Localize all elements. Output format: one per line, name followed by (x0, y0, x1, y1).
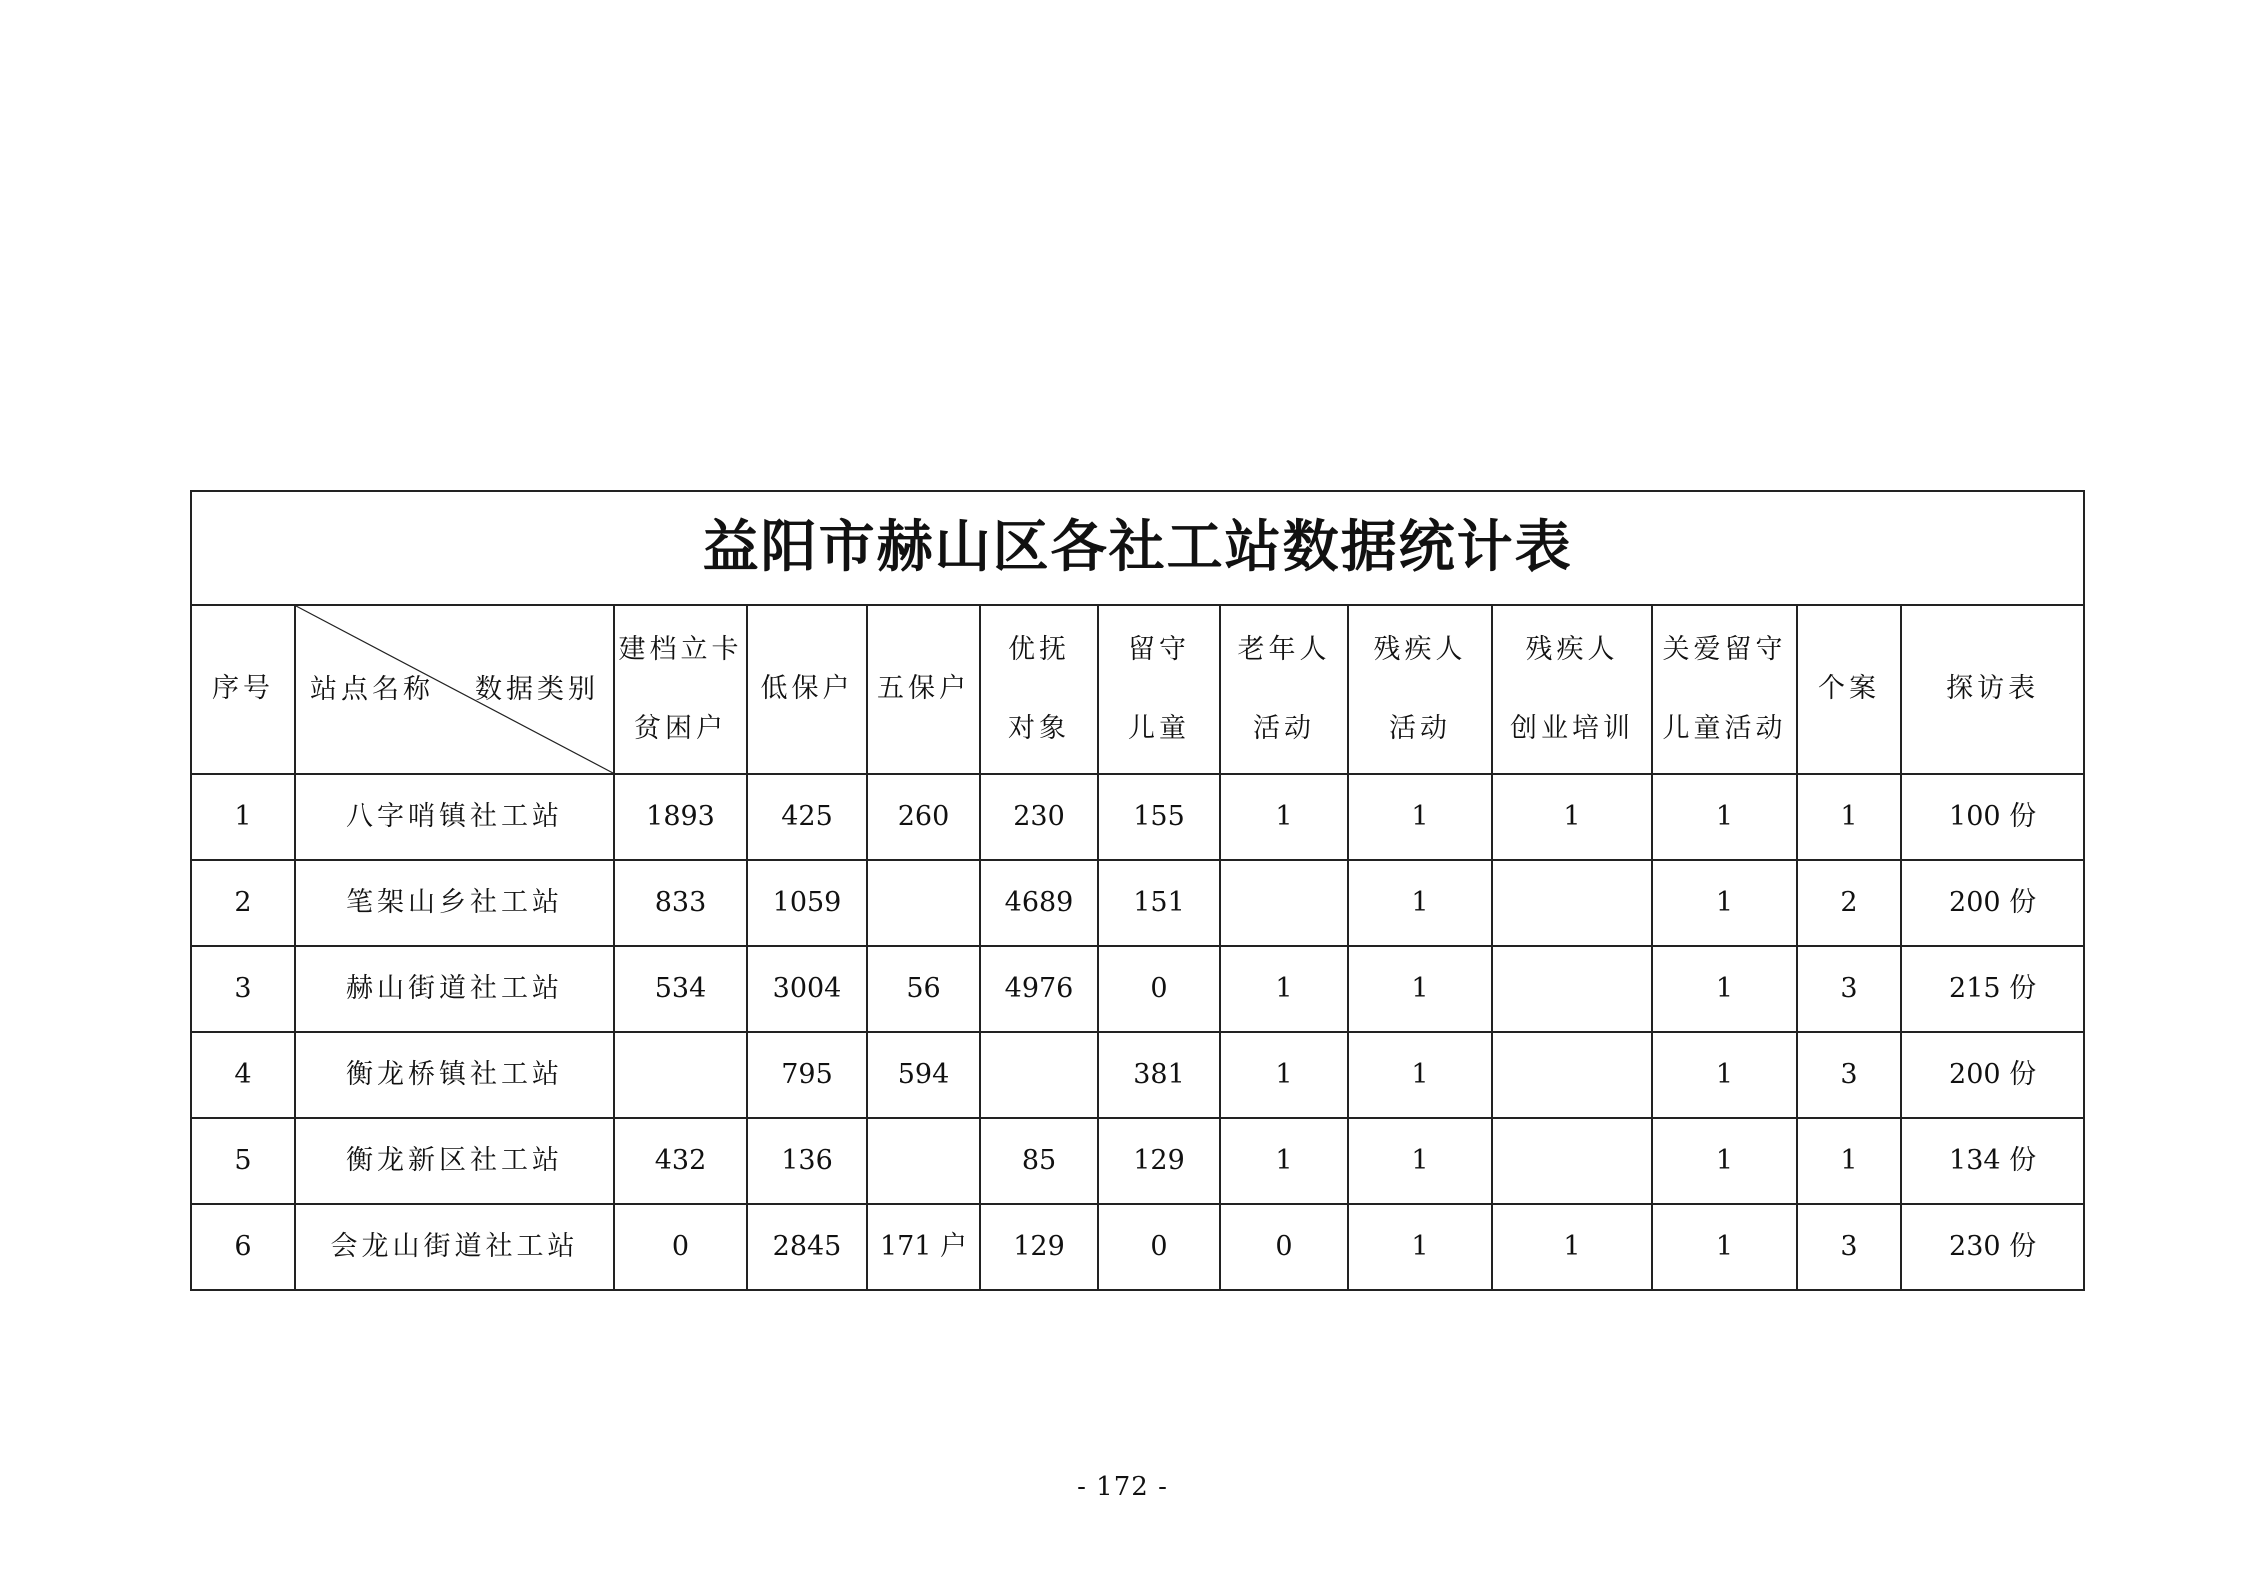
table-cell: 1893 (614, 774, 747, 860)
table-cell (867, 1118, 980, 1204)
table-cell: 1 (1652, 1032, 1797, 1118)
header-row (191, 605, 2084, 774)
header-col-4: 留守 儿童 (1098, 605, 1220, 774)
table-cell: 0 (614, 1204, 747, 1290)
table-cell: 1 (1348, 860, 1492, 946)
row-seq: 3 (191, 946, 295, 1032)
row-station-name: 衡龙新区社工站 (295, 1118, 614, 1204)
table-cell: 155 (1098, 774, 1220, 860)
title-row (191, 491, 2084, 605)
table-cell: 1 (1348, 946, 1492, 1032)
table-cell (614, 1032, 747, 1118)
header-station-name: 站点名称 (310, 673, 434, 705)
table-row (191, 1204, 2084, 1290)
table-cell: 0 (1098, 946, 1220, 1032)
row-seq: 5 (191, 1118, 295, 1204)
table-row (191, 946, 2084, 1032)
table-cell: 260 (867, 774, 980, 860)
header-col-5: 老年人 活动 (1220, 605, 1348, 774)
table-cell: 1 (1220, 946, 1348, 1032)
table-cell: 432 (614, 1118, 747, 1204)
row-seq: 4 (191, 1032, 295, 1118)
header-col-7: 残疾人 创业培训 (1492, 605, 1652, 774)
header-diagonal-cell (295, 605, 614, 774)
header-col-2: 五保户 (867, 605, 980, 774)
table-cell: 129 (1098, 1118, 1220, 1204)
table-cell: 2845 (747, 1204, 867, 1290)
table-row (191, 1032, 2084, 1118)
table-cell: 151 (1098, 860, 1220, 946)
table-cell: 4976 (980, 946, 1098, 1032)
table-cell: 1 (1348, 774, 1492, 860)
table-cell (1492, 860, 1652, 946)
row-station-name: 衡龙桥镇社工站 (295, 1032, 614, 1118)
page-number: - 172 - (1077, 1472, 1168, 1502)
table-cell: 1 (1492, 774, 1652, 860)
table-cell: 134 份 (1901, 1118, 2084, 1204)
table-cell (1220, 860, 1348, 946)
header-data-category: 数据类别 (475, 673, 599, 705)
table-cell: 4689 (980, 860, 1098, 946)
table-cell: 3 (1797, 1204, 1901, 1290)
header-seq: 序号 (191, 605, 295, 774)
header-col-8: 关爱留守 儿童活动 (1652, 605, 1797, 774)
row-station-name: 笔架山乡社工站 (295, 860, 614, 946)
table-cell: 85 (980, 1118, 1098, 1204)
table-cell (980, 1032, 1098, 1118)
row-station-name: 八字哨镇社工站 (295, 774, 614, 860)
table-cell: 833 (614, 860, 747, 946)
table-cell: 1 (1220, 1032, 1348, 1118)
table-cell: 1 (1220, 774, 1348, 860)
row-seq: 2 (191, 860, 295, 946)
table-row (191, 860, 2084, 946)
table-cell (1492, 1118, 1652, 1204)
table-cell: 230 (980, 774, 1098, 860)
table-cell: 425 (747, 774, 867, 860)
table-cell: 200 份 (1901, 860, 2084, 946)
header-col-6: 残疾人 活动 (1348, 605, 1492, 774)
table-cell: 200 份 (1901, 1032, 2084, 1118)
table-cell: 2 (1797, 860, 1901, 946)
row-seq: 1 (191, 774, 295, 860)
table-title: 益阳市赫山区各社工站数据统计表 (191, 491, 2084, 605)
table-row (191, 1118, 2084, 1204)
table-cell: 3 (1797, 1032, 1901, 1118)
row-seq: 6 (191, 1204, 295, 1290)
table-row (191, 774, 2084, 860)
table-cell: 136 (747, 1118, 867, 1204)
table-cell: 56 (867, 946, 980, 1032)
table-cell: 1 (1652, 946, 1797, 1032)
table-cell: 215 份 (1901, 946, 2084, 1032)
table-cell (1492, 946, 1652, 1032)
table-cell: 129 (980, 1204, 1098, 1290)
header-col-10: 探访表 (1901, 605, 2084, 774)
table-cell: 381 (1098, 1032, 1220, 1118)
table-cell: 1 (1652, 774, 1797, 860)
table-cell: 0 (1098, 1204, 1220, 1290)
table-cell: 795 (747, 1032, 867, 1118)
row-station-name: 赫山街道社工站 (295, 946, 614, 1032)
table-cell: 534 (614, 946, 747, 1032)
table-cell: 171 户 (867, 1204, 980, 1290)
header-col-3: 优抚 对象 (980, 605, 1098, 774)
table-cell (867, 860, 980, 946)
table-cell: 1059 (747, 860, 867, 946)
table-cell (1492, 1032, 1652, 1118)
table-cell: 1 (1652, 1118, 1797, 1204)
table-cell: 1 (1348, 1032, 1492, 1118)
table-cell: 3 (1797, 946, 1901, 1032)
table-cell: 0 (1220, 1204, 1348, 1290)
table-cell: 230 份 (1901, 1204, 2084, 1290)
table-cell: 1 (1348, 1118, 1492, 1204)
table-cell: 1 (1652, 1204, 1797, 1290)
table-cell: 1 (1797, 774, 1901, 860)
table-cell: 1 (1492, 1204, 1652, 1290)
header-col-1: 低保户 (747, 605, 867, 774)
table-cell: 100 份 (1901, 774, 2084, 860)
table-cell: 594 (867, 1032, 980, 1118)
table-cell: 3004 (747, 946, 867, 1032)
table-cell: 1 (1348, 1204, 1492, 1290)
table-cell: 1 (1220, 1118, 1348, 1204)
header-col-9: 个案 (1797, 605, 1901, 774)
header-col-0: 建档立卡 贫困户 (614, 605, 747, 774)
statistics-table (190, 490, 2085, 1291)
table-cell: 1 (1652, 860, 1797, 946)
table-cell: 1 (1797, 1118, 1901, 1204)
row-station-name: 会龙山街道社工站 (295, 1204, 614, 1290)
